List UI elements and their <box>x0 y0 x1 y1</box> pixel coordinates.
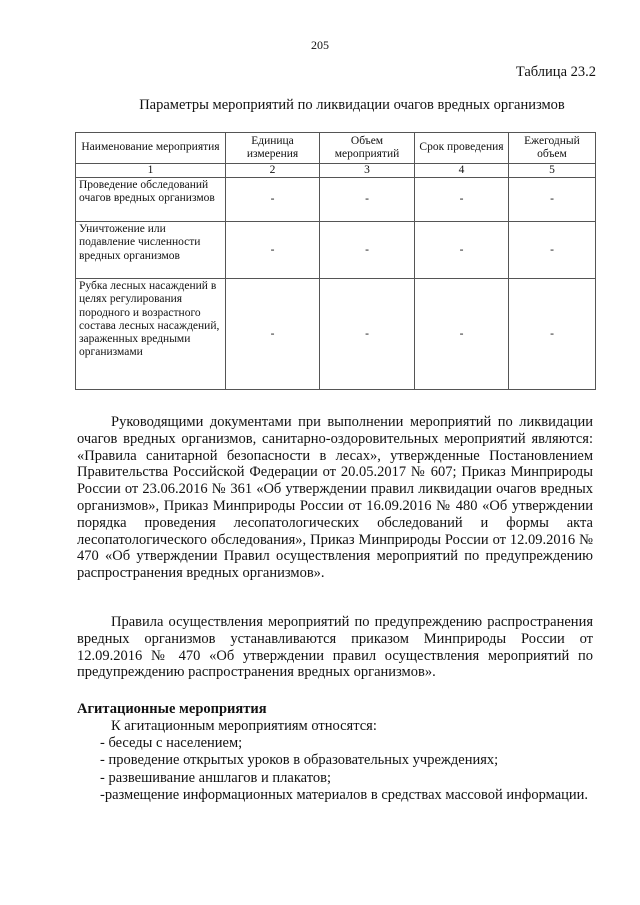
list-item: - проведение открытых уроков в образовательных учреждениях; <box>100 752 499 769</box>
list-item: - развешивание аншлагов и плакатов; <box>100 769 331 786</box>
table-row <box>76 279 596 390</box>
table-row <box>76 178 596 222</box>
row-name: Уничтожение или подавление численности вредных организмов <box>76 222 226 279</box>
row-name: Рубка лесных насаждений в целях регулирования породного и возрастного состава лесных насаждений, зараженных вредными организмами <box>76 279 226 390</box>
column-number: 3 <box>320 164 415 178</box>
row-value: - <box>226 178 320 222</box>
column-number: 1 <box>76 164 226 178</box>
table-row <box>76 222 596 279</box>
row-value: - <box>320 222 415 279</box>
row-value: - <box>320 279 415 390</box>
column-number: 5 <box>509 164 596 178</box>
row-value: - <box>226 222 320 279</box>
parameters-table <box>75 132 596 390</box>
row-value: - <box>509 222 596 279</box>
row-value: - <box>226 279 320 390</box>
row-value: - <box>509 178 596 222</box>
paragraph-governing-documents: Руководящими документами при выполнении мероприятий по ликвидации очагов вредных организмов, санитарно-оздоровительных мероприятий являются: «Правила санитарной безопасности в лесах», утвержденные Постановлением Правительства Российской Федерации от 20.05.2017 № 607; Приказ Минприроды России от 23.06.2016 № 361 «Об утверждении правил ликвидации очагов вредных организмов», Приказ Минприроды России от 16.09.2016 № 480 «Об утверждении порядка проведения лесопатологических обследований и формы акта лесопатологического обследования», Приказ Минприроды России от 12.09.2016 № 470 «Об утверждении Правил осуществления мероприятий по предупреждению распространения вредных организмов». <box>77 414 593 582</box>
header-volume: Объем мероприятий <box>320 133 415 164</box>
column-number: 4 <box>415 164 509 178</box>
column-number: 2 <box>226 164 320 178</box>
header-term: Срок проведения <box>415 133 509 164</box>
table-title: Параметры мероприятий по ликвидации очагов вредных организмов <box>139 97 565 113</box>
table-header-row <box>76 133 596 164</box>
list-item: - беседы с населением; <box>100 735 243 752</box>
header-unit: Единица измерения <box>226 133 320 164</box>
list-item: -размещение информационных материалов в средствах массовой информации. <box>100 786 589 803</box>
column-number-row <box>76 164 596 178</box>
paragraph-rules: Правила осуществления мероприятий по предупреждению распространения вредных организмов устанавливаются приказом Минприроды России от 12.09.2016 № 470 «Об утверждении правил осуществления мероприятий по предупреждению распространения вредных организмов». <box>77 614 593 681</box>
agitation-list <box>77 718 593 804</box>
list-intro: К агитационным мероприятиям относятся: <box>111 718 377 734</box>
row-value: - <box>509 279 596 390</box>
page-number: 205 <box>311 38 329 52</box>
header-annual-volume: Ежегодный объем <box>509 133 596 164</box>
row-value: - <box>415 178 509 222</box>
row-name: Проведение обследований очагов вредных организмов <box>76 178 226 222</box>
header-name: Наименование мероприятия <box>76 133 226 164</box>
section-heading: Агитационные мероприятия <box>77 701 267 717</box>
row-value: - <box>415 222 509 279</box>
row-value: - <box>415 279 509 390</box>
row-value: - <box>320 178 415 222</box>
table-label: Таблица 23.2 <box>515 64 596 80</box>
